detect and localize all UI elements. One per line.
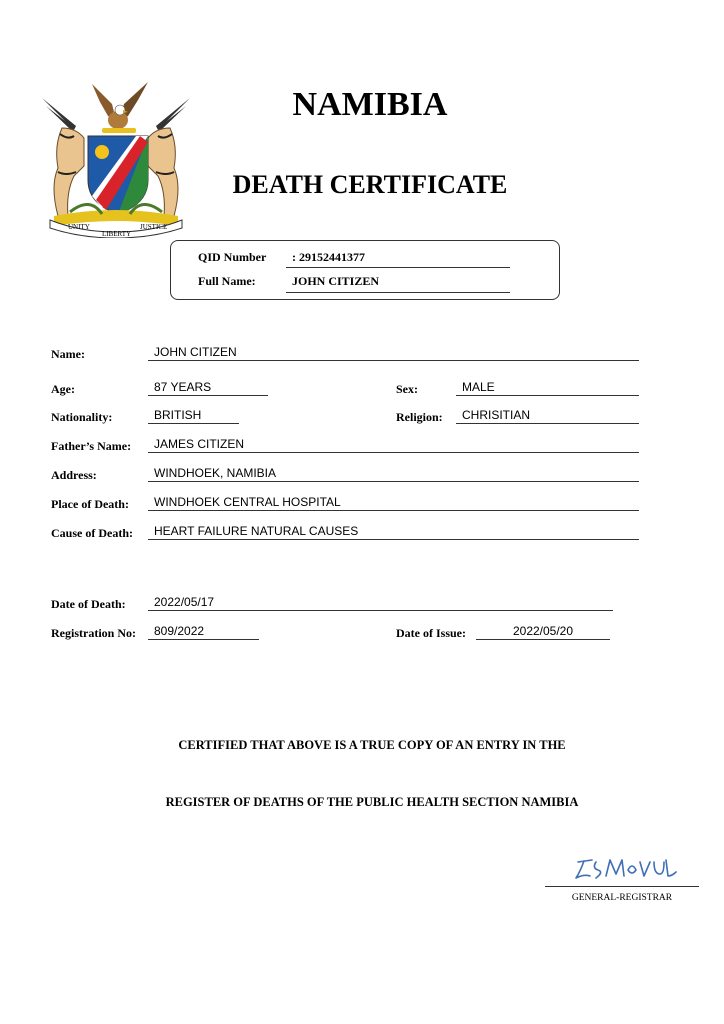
date-of-death-value: 2022/05/17 [148,595,613,611]
qid-label: QID Number [198,250,267,264]
svg-text:UNITY: UNITY [68,223,90,231]
address-value: WINDHOEK, NAMIBIA [148,466,639,482]
qid-underline [286,267,510,268]
svg-text:JUSTICE: JUSTICE [140,223,168,231]
date-of-death-label: Date of Death: [51,597,126,611]
date-of-issue-label: Date of Issue: [396,626,466,640]
qid-value: : 29152441377 [292,250,365,264]
certification-line-1: CERTIFIED THAT ABOVE IS A TRUE COPY OF AN ENTRY IN THE [178,738,566,752]
age-value: 87 YEARS [148,380,268,396]
date-of-issue-value: 2022/05/20 [476,624,610,640]
eagle-icon [92,82,148,133]
registration-no-value: 809/2022 [148,624,259,640]
father-name-value: JAMES CITIZEN [148,437,639,453]
place-of-death-label: Place of Death: [51,497,129,511]
nationality-label: Nationality: [51,410,113,424]
nationality-value: BRITISH [148,408,239,424]
address-label: Address: [51,468,97,482]
handwritten-signature [570,850,680,884]
flag-shield-icon [88,136,148,214]
id-box [170,240,560,300]
left-oryx-icon [42,98,84,216]
cause-of-death-label: Cause of Death: [51,526,133,540]
age-label: Age: [51,382,75,396]
namibia-coat-of-arms-icon [40,76,192,238]
country-title: NAMIBIA [292,86,448,123]
religion-label: Religion: [396,410,443,424]
place-of-death-value: WINDHOEK CENTRAL HOSPITAL [148,495,639,511]
svg-text:LIBERTY: LIBERTY [102,230,132,238]
right-oryx-icon [148,98,190,216]
document-title: DEATH CERTIFICATE [232,170,508,199]
name-value: JOHN CITIZEN [148,345,639,361]
father-name-label: Father’s Name: [51,439,132,453]
signature-line [545,886,699,887]
registration-no-label: Registration No: [51,626,136,640]
fullname-underline [286,292,510,293]
name-label: Name: [51,347,85,361]
cause-of-death-value: HEART FAILURE NATURAL CAUSES [148,524,639,540]
fullname-label: Full Name: [198,274,256,288]
fullname-value: JOHN CITIZEN [292,274,380,288]
sex-label: Sex: [396,382,418,396]
general-registrar-caption: GENERAL-REGISTRAR [571,893,673,903]
sex-value: MALE [456,380,639,396]
certification-line-2: REGISTER OF DEATHS OF THE PUBLIC HEALTH SECTION NAMIBIA [165,795,579,809]
religion-value: CHRISITIAN [456,408,639,424]
